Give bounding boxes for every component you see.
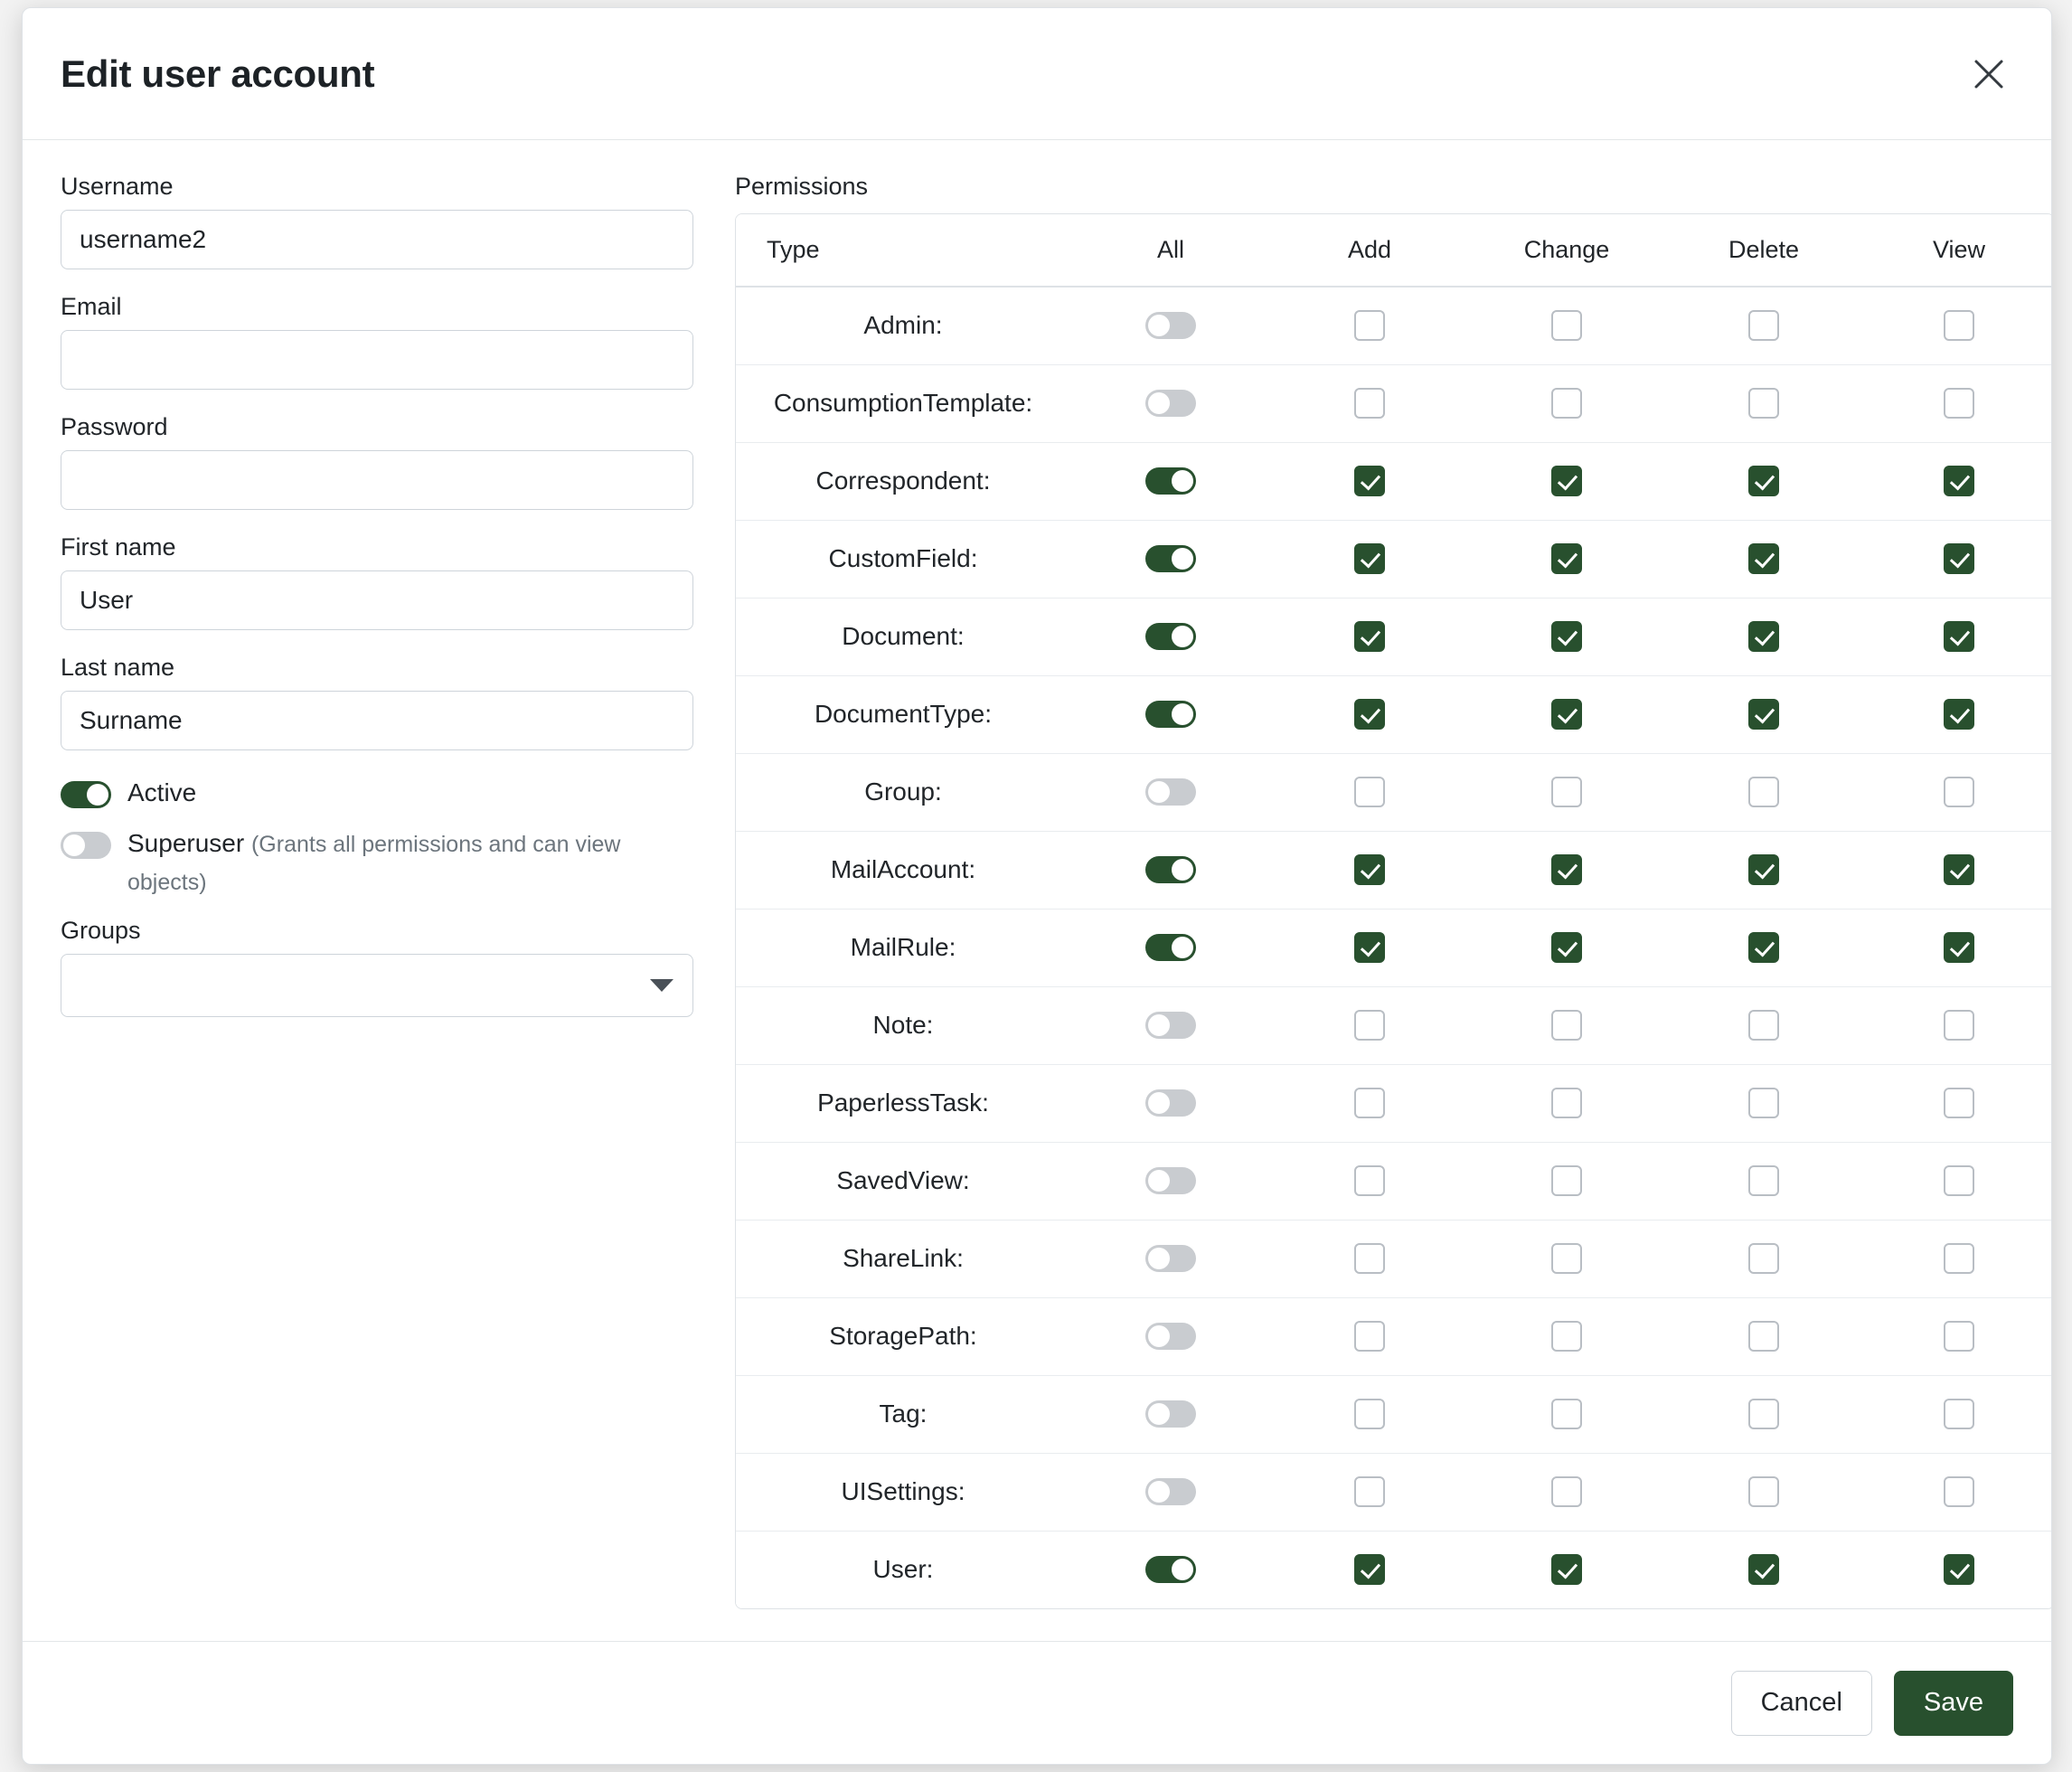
permission-all-toggle[interactable]: [1145, 1556, 1196, 1583]
permission-delete-checkbox[interactable]: [1748, 310, 1779, 341]
permission-type-label: StoragePath:: [736, 1297, 1070, 1375]
permission-view-checkbox[interactable]: [1944, 1243, 1974, 1274]
permission-view-checkbox[interactable]: [1944, 854, 1974, 885]
permission-all-cell: [1070, 287, 1271, 364]
permission-add-checkbox-cell: [1271, 287, 1468, 364]
username-label: Username: [61, 173, 174, 200]
permission-add-checkbox[interactable]: [1354, 621, 1385, 652]
permission-all-toggle[interactable]: [1145, 1012, 1196, 1039]
table-row: [736, 1297, 2051, 1375]
table-row: [736, 520, 2051, 598]
permission-view-checkbox-cell: [1862, 442, 2051, 520]
permission-all-toggle[interactable]: [1145, 390, 1196, 417]
permission-type-label: ConsumptionTemplate:: [736, 364, 1070, 442]
permission-view-checkbox[interactable]: [1944, 699, 1974, 730]
permission-change-checkbox[interactable]: [1551, 1010, 1582, 1041]
permission-all-toggle[interactable]: [1145, 1323, 1196, 1350]
permission-delete-checkbox-cell: [1665, 1531, 1862, 1608]
permission-add-checkbox[interactable]: [1354, 1321, 1385, 1352]
permission-all-cell: [1070, 442, 1271, 520]
permission-add-checkbox-cell: [1271, 1064, 1468, 1142]
permission-delete-checkbox-cell: [1665, 909, 1862, 986]
permission-delete-checkbox-cell: [1665, 442, 1862, 520]
permission-change-checkbox[interactable]: [1551, 699, 1582, 730]
permission-add-checkbox[interactable]: [1354, 1165, 1385, 1196]
permission-view-checkbox-cell: [1862, 1064, 2051, 1142]
permission-view-checkbox-cell: [1862, 1453, 2051, 1531]
save-button[interactable]: Save: [1894, 1671, 2013, 1736]
groups-label: Groups: [61, 917, 141, 944]
permission-view-checkbox-cell: [1862, 1297, 2051, 1375]
table-row: [736, 831, 2051, 909]
permission-delete-checkbox[interactable]: [1748, 1010, 1779, 1041]
permission-delete-checkbox[interactable]: [1748, 1165, 1779, 1196]
groups-select[interactable]: [61, 954, 693, 1017]
superuser-toggle[interactable]: [61, 832, 111, 859]
permission-delete-checkbox[interactable]: [1748, 466, 1779, 496]
permission-delete-checkbox[interactable]: [1748, 1088, 1779, 1118]
permission-view-checkbox-cell: [1862, 364, 2051, 442]
permission-view-checkbox[interactable]: [1944, 1321, 1974, 1352]
permission-delete-checkbox[interactable]: [1748, 543, 1779, 574]
column-header-view: View: [1862, 214, 2051, 287]
permission-add-checkbox[interactable]: [1354, 388, 1385, 419]
password-input[interactable]: [61, 450, 693, 510]
permission-all-cell: [1070, 675, 1271, 753]
permission-type-label: Correspondent:: [736, 442, 1070, 520]
permission-type-label: Admin:: [736, 287, 1070, 364]
permission-delete-checkbox-cell: [1665, 986, 1862, 1064]
permission-type-label: MailRule:: [736, 909, 1070, 986]
permission-type-label: MailAccount:: [736, 831, 1070, 909]
permission-change-checkbox-cell: [1468, 520, 1665, 598]
permissions-section: [735, 173, 2013, 1641]
permission-delete-checkbox[interactable]: [1748, 1321, 1779, 1352]
permission-all-toggle[interactable]: [1145, 623, 1196, 650]
permission-type-label: UISettings:: [736, 1453, 1070, 1531]
permission-change-checkbox[interactable]: [1551, 310, 1582, 341]
first-name-input[interactable]: [61, 570, 693, 630]
permission-all-cell: [1070, 831, 1271, 909]
permission-add-checkbox[interactable]: [1354, 854, 1385, 885]
permission-add-checkbox-cell: [1271, 442, 1468, 520]
permissions-table: [736, 214, 2051, 1608]
permission-change-checkbox[interactable]: [1551, 932, 1582, 963]
permission-change-checkbox[interactable]: [1551, 1399, 1582, 1429]
permission-view-checkbox[interactable]: [1944, 1476, 1974, 1507]
permission-view-checkbox[interactable]: [1944, 777, 1974, 807]
permission-add-checkbox-cell: [1271, 1375, 1468, 1453]
permission-change-checkbox[interactable]: [1551, 1088, 1582, 1118]
permission-add-checkbox[interactable]: [1354, 1010, 1385, 1041]
permission-change-checkbox[interactable]: [1551, 1321, 1582, 1352]
permission-view-checkbox-cell: [1862, 986, 2051, 1064]
permission-change-checkbox[interactable]: [1551, 854, 1582, 885]
active-toggle-row: [61, 774, 693, 812]
username-input[interactable]: [61, 210, 693, 269]
permissions-table-body: [736, 287, 2051, 1608]
superuser-hint: (Grants all permissions and can view objects): [127, 832, 621, 895]
email-input[interactable]: [61, 330, 693, 390]
permission-type-label: SavedView:: [736, 1142, 1070, 1220]
column-header-type: Type: [736, 214, 1070, 287]
permission-view-checkbox-cell: [1862, 520, 2051, 598]
permission-view-checkbox[interactable]: [1944, 1399, 1974, 1429]
permission-all-toggle[interactable]: [1145, 312, 1196, 339]
permission-change-checkbox-cell: [1468, 675, 1665, 753]
permission-view-checkbox[interactable]: [1944, 621, 1974, 652]
permission-delete-checkbox-cell: [1665, 1142, 1862, 1220]
permission-change-checkbox-cell: [1468, 1453, 1665, 1531]
permission-all-toggle[interactable]: [1145, 934, 1196, 961]
permission-add-checkbox[interactable]: [1354, 932, 1385, 963]
permission-view-checkbox[interactable]: [1944, 466, 1974, 496]
permission-all-cell: [1070, 909, 1271, 986]
permission-type-label: Document:: [736, 598, 1070, 675]
permission-delete-checkbox[interactable]: [1748, 854, 1779, 885]
permission-all-cell: [1070, 986, 1271, 1064]
permission-view-checkbox-cell: [1862, 1220, 2051, 1297]
column-header-change: Change: [1468, 214, 1665, 287]
permission-delete-checkbox-cell: [1665, 831, 1862, 909]
permission-all-cell: [1070, 1453, 1271, 1531]
permission-all-cell: [1070, 753, 1271, 831]
permission-delete-checkbox-cell: [1665, 287, 1862, 364]
permission-view-checkbox[interactable]: [1944, 310, 1974, 341]
permission-all-toggle[interactable]: [1145, 467, 1196, 495]
permission-delete-checkbox[interactable]: [1748, 388, 1779, 419]
permission-all-toggle[interactable]: [1145, 856, 1196, 883]
permission-add-checkbox-cell: [1271, 598, 1468, 675]
superuser-label-text: Superuser: [127, 829, 245, 857]
dialog-footer: [23, 1641, 2051, 1764]
permission-view-checkbox-cell: [1862, 909, 2051, 986]
permission-delete-checkbox-cell: [1665, 364, 1862, 442]
permission-view-checkbox-cell: [1862, 1531, 2051, 1608]
permission-delete-checkbox[interactable]: [1748, 621, 1779, 652]
table-row: [736, 753, 2051, 831]
permission-delete-checkbox[interactable]: [1748, 777, 1779, 807]
close-icon[interactable]: [1964, 50, 2013, 99]
permission-change-checkbox[interactable]: [1551, 777, 1582, 807]
permission-change-checkbox[interactable]: [1551, 466, 1582, 496]
permission-view-checkbox[interactable]: [1944, 1554, 1974, 1585]
permission-delete-checkbox[interactable]: [1748, 699, 1779, 730]
permission-view-checkbox[interactable]: [1944, 388, 1974, 419]
column-header-add: Add: [1271, 214, 1468, 287]
permission-change-checkbox-cell: [1468, 1220, 1665, 1297]
user-details-form: [61, 173, 693, 1641]
table-row: [736, 1453, 2051, 1531]
permission-view-checkbox[interactable]: [1944, 1010, 1974, 1041]
last-name-input[interactable]: [61, 691, 693, 750]
permission-view-checkbox-cell: [1862, 831, 2051, 909]
permission-add-checkbox[interactable]: [1354, 1088, 1385, 1118]
permission-view-checkbox-cell: [1862, 287, 2051, 364]
permission-type-label: Note:: [736, 986, 1070, 1064]
permission-change-checkbox-cell: [1468, 909, 1665, 986]
email-label: Email: [61, 293, 122, 320]
permission-change-checkbox[interactable]: [1551, 621, 1582, 652]
permission-delete-checkbox-cell: [1665, 1375, 1862, 1453]
permission-all-toggle[interactable]: [1145, 1167, 1196, 1194]
permission-add-checkbox-cell: [1271, 1220, 1468, 1297]
permission-change-checkbox[interactable]: [1551, 388, 1582, 419]
table-row: [736, 909, 2051, 986]
permission-change-checkbox-cell: [1468, 1297, 1665, 1375]
permission-all-toggle[interactable]: [1145, 1478, 1196, 1505]
permission-view-checkbox-cell: [1862, 753, 2051, 831]
dialog-header: [23, 8, 2051, 140]
table-row: [736, 986, 2051, 1064]
permission-change-checkbox-cell: [1468, 831, 1665, 909]
permission-view-checkbox[interactable]: [1944, 543, 1974, 574]
permission-all-cell: [1070, 1064, 1271, 1142]
permission-delete-checkbox-cell: [1665, 1453, 1862, 1531]
permission-add-checkbox[interactable]: [1354, 1554, 1385, 1585]
permission-change-checkbox[interactable]: [1551, 1554, 1582, 1585]
permission-add-checkbox-cell: [1271, 1453, 1468, 1531]
table-row: [736, 675, 2051, 753]
permission-change-checkbox-cell: [1468, 753, 1665, 831]
last-name-label: Last name: [61, 654, 175, 681]
table-header-row: [736, 214, 2051, 287]
permission-change-checkbox-cell: [1468, 287, 1665, 364]
permission-change-checkbox-cell: [1468, 1375, 1665, 1453]
permission-change-checkbox-cell: [1468, 1142, 1665, 1220]
permission-add-checkbox-cell: [1271, 753, 1468, 831]
permission-delete-checkbox[interactable]: [1748, 1243, 1779, 1274]
permission-all-cell: [1070, 520, 1271, 598]
permission-change-checkbox-cell: [1468, 1531, 1665, 1608]
permission-add-checkbox[interactable]: [1354, 310, 1385, 341]
permission-add-checkbox-cell: [1271, 675, 1468, 753]
table-row: [736, 1531, 2051, 1608]
permission-change-checkbox-cell: [1468, 986, 1665, 1064]
permission-add-checkbox[interactable]: [1354, 777, 1385, 807]
permission-delete-checkbox[interactable]: [1748, 1399, 1779, 1429]
password-label: Password: [61, 413, 168, 440]
permission-delete-checkbox-cell: [1665, 1064, 1862, 1142]
permission-add-checkbox[interactable]: [1354, 699, 1385, 730]
cancel-button[interactable]: Cancel: [1731, 1671, 1872, 1736]
permission-type-label: User:: [736, 1531, 1070, 1608]
dialog-title: Edit user account: [61, 52, 375, 95]
permission-type-label: CustomField:: [736, 520, 1070, 598]
permission-all-toggle[interactable]: [1145, 545, 1196, 572]
permission-delete-checkbox[interactable]: [1748, 1554, 1779, 1585]
permission-add-checkbox-cell: [1271, 1531, 1468, 1608]
permission-all-cell: [1070, 1297, 1271, 1375]
permission-all-toggle[interactable]: [1145, 1089, 1196, 1117]
permission-change-checkbox[interactable]: [1551, 543, 1582, 574]
table-row: [736, 1142, 2051, 1220]
permission-all-cell: [1070, 1375, 1271, 1453]
permission-type-label: DocumentType:: [736, 675, 1070, 753]
permission-all-cell: [1070, 598, 1271, 675]
permission-delete-checkbox-cell: [1665, 1220, 1862, 1297]
first-name-label: First name: [61, 533, 176, 561]
permission-delete-checkbox-cell: [1665, 675, 1862, 753]
permissions-table-wrap: [735, 213, 2051, 1609]
permission-change-checkbox-cell: [1468, 364, 1665, 442]
permission-add-checkbox-cell: [1271, 909, 1468, 986]
permission-type-label: Tag:: [736, 1375, 1070, 1453]
permission-type-label: ShareLink:: [736, 1220, 1070, 1297]
table-row: [736, 598, 2051, 675]
permission-all-cell: [1070, 364, 1271, 442]
permission-all-toggle[interactable]: [1145, 1400, 1196, 1428]
permission-delete-checkbox-cell: [1665, 753, 1862, 831]
dialog-body: [23, 140, 2051, 1641]
permissions-title: Permissions: [735, 173, 869, 200]
table-row: [736, 287, 2051, 364]
permission-change-checkbox-cell: [1468, 598, 1665, 675]
permission-add-checkbox[interactable]: [1354, 1243, 1385, 1274]
permission-delete-checkbox-cell: [1665, 598, 1862, 675]
permission-change-checkbox-cell: [1468, 1064, 1665, 1142]
table-row: [736, 364, 2051, 442]
permission-delete-checkbox[interactable]: [1748, 1476, 1779, 1507]
permission-view-checkbox[interactable]: [1944, 1088, 1974, 1118]
permission-all-cell: [1070, 1531, 1271, 1608]
permission-all-toggle[interactable]: [1145, 701, 1196, 728]
permission-view-checkbox-cell: [1862, 1375, 2051, 1453]
permission-all-toggle[interactable]: [1145, 778, 1196, 806]
table-row: [736, 1220, 2051, 1297]
permission-view-checkbox-cell: [1862, 675, 2051, 753]
column-header-all: All: [1070, 214, 1271, 287]
permission-add-checkbox[interactable]: [1354, 543, 1385, 574]
permission-add-checkbox-cell: [1271, 1142, 1468, 1220]
permission-type-label: PaperlessTask:: [736, 1064, 1070, 1142]
permission-all-cell: [1070, 1142, 1271, 1220]
permission-add-checkbox-cell: [1271, 1297, 1468, 1375]
permission-change-checkbox-cell: [1468, 442, 1665, 520]
permission-delete-checkbox-cell: [1665, 1297, 1862, 1375]
superuser-toggle-row: [61, 825, 693, 900]
column-header-delete: Delete: [1665, 214, 1862, 287]
edit-user-account-dialog: [22, 7, 2052, 1765]
permission-change-checkbox[interactable]: [1551, 1476, 1582, 1507]
superuser-label: [127, 825, 693, 900]
permission-add-checkbox-cell: [1271, 831, 1468, 909]
permission-delete-checkbox[interactable]: [1748, 932, 1779, 963]
permission-all-toggle[interactable]: [1145, 1245, 1196, 1272]
permission-add-checkbox-cell: [1271, 986, 1468, 1064]
table-row: [736, 1064, 2051, 1142]
groups-select-wrap: [61, 954, 693, 1017]
permission-delete-checkbox-cell: [1665, 520, 1862, 598]
permission-add-checkbox-cell: [1271, 364, 1468, 442]
active-label: Active: [127, 778, 197, 806]
permission-view-checkbox-cell: [1862, 1142, 2051, 1220]
permission-type-label: Group:: [736, 753, 1070, 831]
permission-all-cell: [1070, 1220, 1271, 1297]
permission-add-checkbox[interactable]: [1354, 466, 1385, 496]
permission-change-checkbox[interactable]: [1551, 1165, 1582, 1196]
permission-view-checkbox[interactable]: [1944, 1165, 1974, 1196]
permission-view-checkbox-cell: [1862, 598, 2051, 675]
permission-add-checkbox[interactable]: [1354, 1399, 1385, 1429]
active-toggle[interactable]: [61, 781, 111, 808]
permission-add-checkbox-cell: [1271, 520, 1468, 598]
permission-view-checkbox[interactable]: [1944, 932, 1974, 963]
table-row: [736, 442, 2051, 520]
permission-add-checkbox[interactable]: [1354, 1476, 1385, 1507]
permission-change-checkbox[interactable]: [1551, 1243, 1582, 1274]
table-row: [736, 1375, 2051, 1453]
